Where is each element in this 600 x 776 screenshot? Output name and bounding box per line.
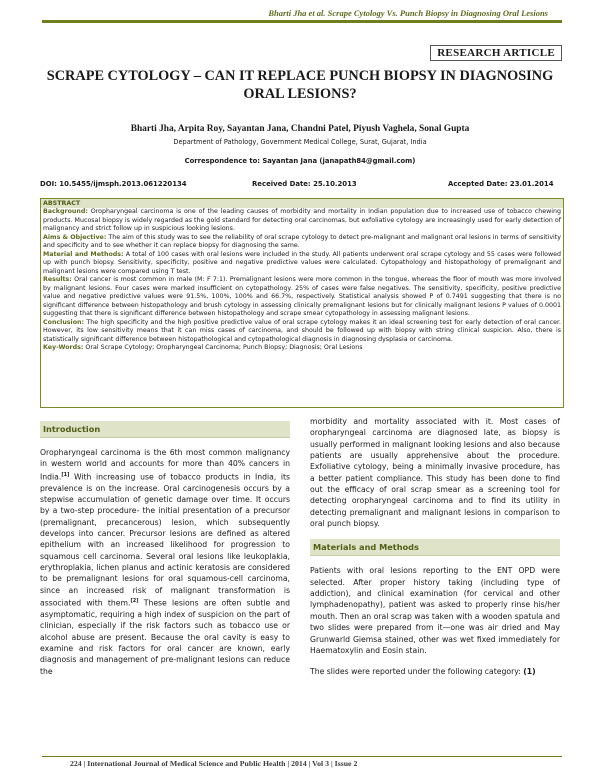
abstract-results: Results: Oral cancer is most common in male (M: F 7:1). Premalignant lesions were more common in the tongue, whereas the floor of mouth was more involved by malignant lesions. Four cases were marked insufficient on cytopathology. 25% of cases were false negatives. The sensitivity, specificity, positive predictive value and negative predictive values were 91.5%, 100%, 100% and 66.7%, respectively. Statistical analysis showed P of 0.7491 suggesting that there is no significant difference between histopathology and brush cytology in assessing clinically premalignant lesions but for clinically malignant lesions P values of 0.0001 suggesting that there is significant difference between histopathology and scrape smear cytopathology in assessing malignant lesions. (43, 276, 561, 317)
correspondence: Correspondence to: Sayantan Jana (janapath84@gmail.com) (184, 157, 416, 165)
abstract-keywords: Key-Words: Oral Scrape Cytology; Oropharyngeal Carcinoma; Punch Biopsy; Diagnosis; Oral Lesions (43, 344, 363, 351)
abstract-conclusion: Conclusion: The high specificity and the high positive predictive value of oral scrape cytology makes it an ideal screening test for early detection of oral cancer. However, its low sensitivity means that it can miss cases of carcinoma, and should be followed up with biopsy with string clinical suspicion. Also, there is statistically significant difference between histopathological and cytopathological diagnosis in diagnosing dysplasia or carcinoma. (43, 318, 561, 343)
abstract-heading: ABSTRACT (41, 199, 563, 208)
abstract-aims: Aims & Objective: The aim of this study was to see the reliability of oral scrape cytology to detect pre-malignant and malignant oral lesions in terms of sensitivity and specificity and to see whether it can replace biopsy for diagnosing the same. (43, 233, 561, 249)
citation-1[interactable]: [1] (61, 471, 70, 478)
left-column (40, 421, 290, 687)
abstract-box (40, 198, 564, 408)
methods-text: Patients with oral lesions reporting to the ENT OPD were selected. After proper history taking (including type of addiction), and clinical examination (for cervical and other lymphadenopathy), patient was asked to properly rinse his/her mouth. Then an oral scrap was taken with a wooden spatula and two slides were prepared from it—one was air dried and May Grunwarld Giemsa stained, other was wet fixed immediately for Haematoxylin and Eosin stain. The slides were reported under the following category: (1) (310, 566, 560, 677)
author-list: Bharti Jha, Arpita Roy, Sayantan Jana, Chandni Patel, Piyush Vaghela, Sonal Gupta (130, 124, 470, 134)
article-type-badge: RESEARCH ARTICLE (430, 45, 562, 61)
abstract-methods: Material and Methods: A total of 100 cases with oral lesions were included in the study. All patients underwent oral scrape cytology and 55 cases were followed up with punch biopsy. Sensitivity, specificity, positive and negative predictive values were calculated. Cytopathology and histopathology of premalignant and malignant lesions were compared using T test. (43, 250, 561, 275)
methods-heading: Materials and Methods (310, 539, 560, 556)
footer-rule (42, 756, 562, 757)
citation-2[interactable]: [2] (130, 598, 139, 605)
affiliation: Department of Pathology, Government Medical College, Surat, Gujarat, India (173, 138, 427, 146)
header-rule (42, 20, 562, 23)
right-column (310, 416, 560, 688)
abstract-body (41, 208, 563, 353)
introduction-heading: Introduction (40, 421, 290, 438)
introduction-text: Oropharyngeal carcinoma is the 6th most common malignancy in western world and accounts for more than 40% cancers in India.[1] With increasing use of tobacco products in India, its prevalence is on the increase. Oral carcinogenesis occurs by a stepwise accumulation of genetic damage over time. It occurs by a two-step procedure- the initial presentation of a precursor (premalignant, precancerous) lesion, which subsequently develops into cancer. Precursor lesions are defined as altered epithelium with an increased likelihood for progression to squamous cell carcinoma. Several oral lesions like leukoplakia, erythroplakia, lichen planus and actinic keratosis are considered to be premalignant lesions for oral squamous-cell carcinoma, since an increased risk of malignant transformation is associated with them.[2] These lesions are often subtle and asymptomatic, requiring a high index of suspicion on the part of clinician, especially if the risk factors such as tobacco use or alcohol abuse are present. Because the oral cavity is easy to examine and risk factors for oral cancer are known, early diagnosis and management of pre-malignant lesions can reduce the (40, 448, 290, 676)
introduction-text-continued: morbidity and mortality associated with it. Most cases of oropharyngeal carcinoma are diagnosed late, as biopsy is usually performed in malignant looking lesions and also because patients are usually apprehensive about the procedure. Exfoliative cytology, being a minimally invasive procedure, has a better patient compliance. This study has been done to find out the efficacy of oral scrap smear as a screening tool for detecting oropharyngeal carcinoma and to find its utility in detecting premalignant and malignant lesions in comparison to oral punch biopsy. (310, 417, 560, 529)
paper-title: SCRAPE CYTOLOGY – CAN IT REPLACE PUNCH BIOPSY IN DIAGNOSING ORAL LESIONS? (46, 68, 554, 102)
accepted-date: Accepted Date: 23.01.2014 (448, 180, 554, 188)
doi[interactable]: DOI: 10.5455/ijmsph.2013.061220134 (40, 180, 187, 188)
abstract-background: Background: Oropharyngeal carcinoma is one of the leading causes of morbidity and mortality in Indian population due to increased use of tobacco chewing products. Mucosal biopsy is widely regarded as the gold standard for detecting oral carcinomas, but exfoliative cytology are increasingly used for early detection of malignancy and strict follow up in suspicious looking lesions. (43, 208, 561, 232)
running-header: Bharti Jha et al. Scrape Cytology Vs. Punch Biopsy in Diagnosing Oral Lesions (268, 8, 548, 18)
received-date: Received Date: 25.10.2013 (252, 180, 357, 188)
page-footer: 224 | International Journal of Medical Science and Public Health | 2014 | Vol 3 | Issue 2 (70, 759, 358, 768)
